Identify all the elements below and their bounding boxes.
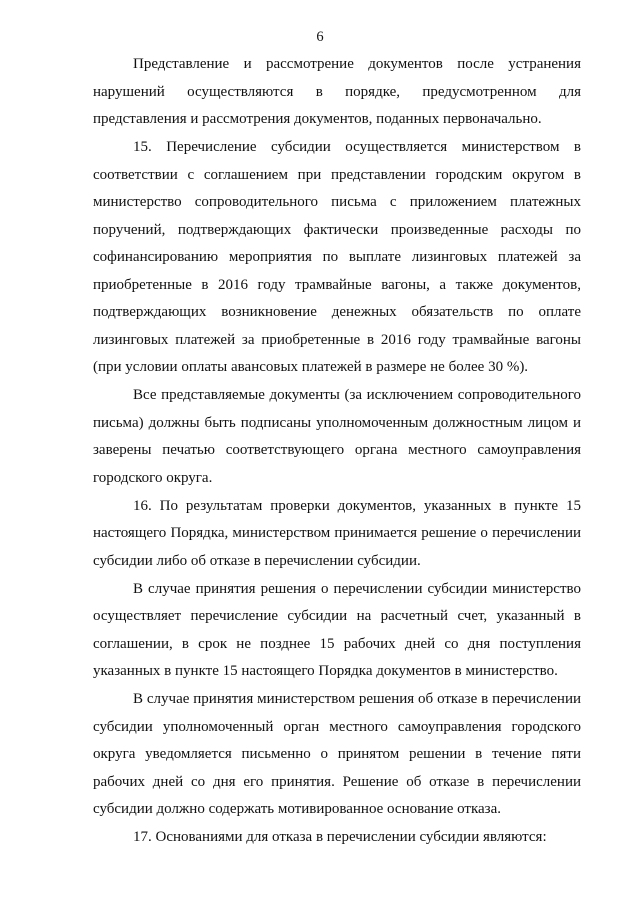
paragraph-17-grounds: 17. Основаниями для отказа в перечислении субсидии являются:	[133, 829, 547, 845]
paragraph-transfer-deadline: В случае принятия решения о перечислении субсидии министерство осуществляет перечисление субсидии на расчетный счет, указанный в соглашении, в срок не позднее 15 рабочих дней со дня поступления указанных в пункте 15 настоящего Порядка документов в министерство.	[93, 580, 581, 679]
paragraph-resubmission: Представление и рассмотрение документов после устранения нарушений осуществляются в порядке, предусмотренном для представления и рассмотрения документов, поданных первоначально.	[93, 56, 581, 127]
scan-speck	[522, 458, 524, 460]
paragraph-15-transfer: 15. Перечисление субсидии осуществляется министерством в соответствии с соглашением при представлении городским округом в министерство сопроводительного письма с приложением платежных поручений, подтверждающих фактически произведенные расходы по софинансированию мероприятия по выплате лизинговых платежей за приобретенные в 2016 году трамвайные вагоны, а также документов, подтверждающих возникновение денежных обязательств по оплате лизинговых платежей за приобретенные в 2016 году трамвайные вагоны (при условии оплаты авансовых платежей в размере не более 30 %).	[93, 139, 581, 375]
paragraph-refusal-notice: В случае принятия министерством решения об отказе в перечислении субсидии уполномоченный орган местного самоуправления городского округа уведомляется письменно о принятом решении в течение пяти рабочих дней со дня его принятия. Решение об отказе в перечислении субсидии должно содержать мотивированное основание отказа.	[93, 691, 581, 817]
page-number: 6	[316, 29, 324, 45]
document-body	[93, 51, 581, 852]
paragraph-documents-signature: Все представляемые документы (за исключением сопроводительного письма) должны быть подписаны уполномоченным должностным лицом и заверены печатью соответствующего органа местного самоуправления городского округа.	[93, 387, 581, 486]
paragraph-16-decision: 16. По результатам проверки документов, указанных в пункте 15 настоящего Порядка, министерством принимается решение о перечислении субсидии либо об отказе в перечислении субсидии.	[93, 497, 581, 569]
